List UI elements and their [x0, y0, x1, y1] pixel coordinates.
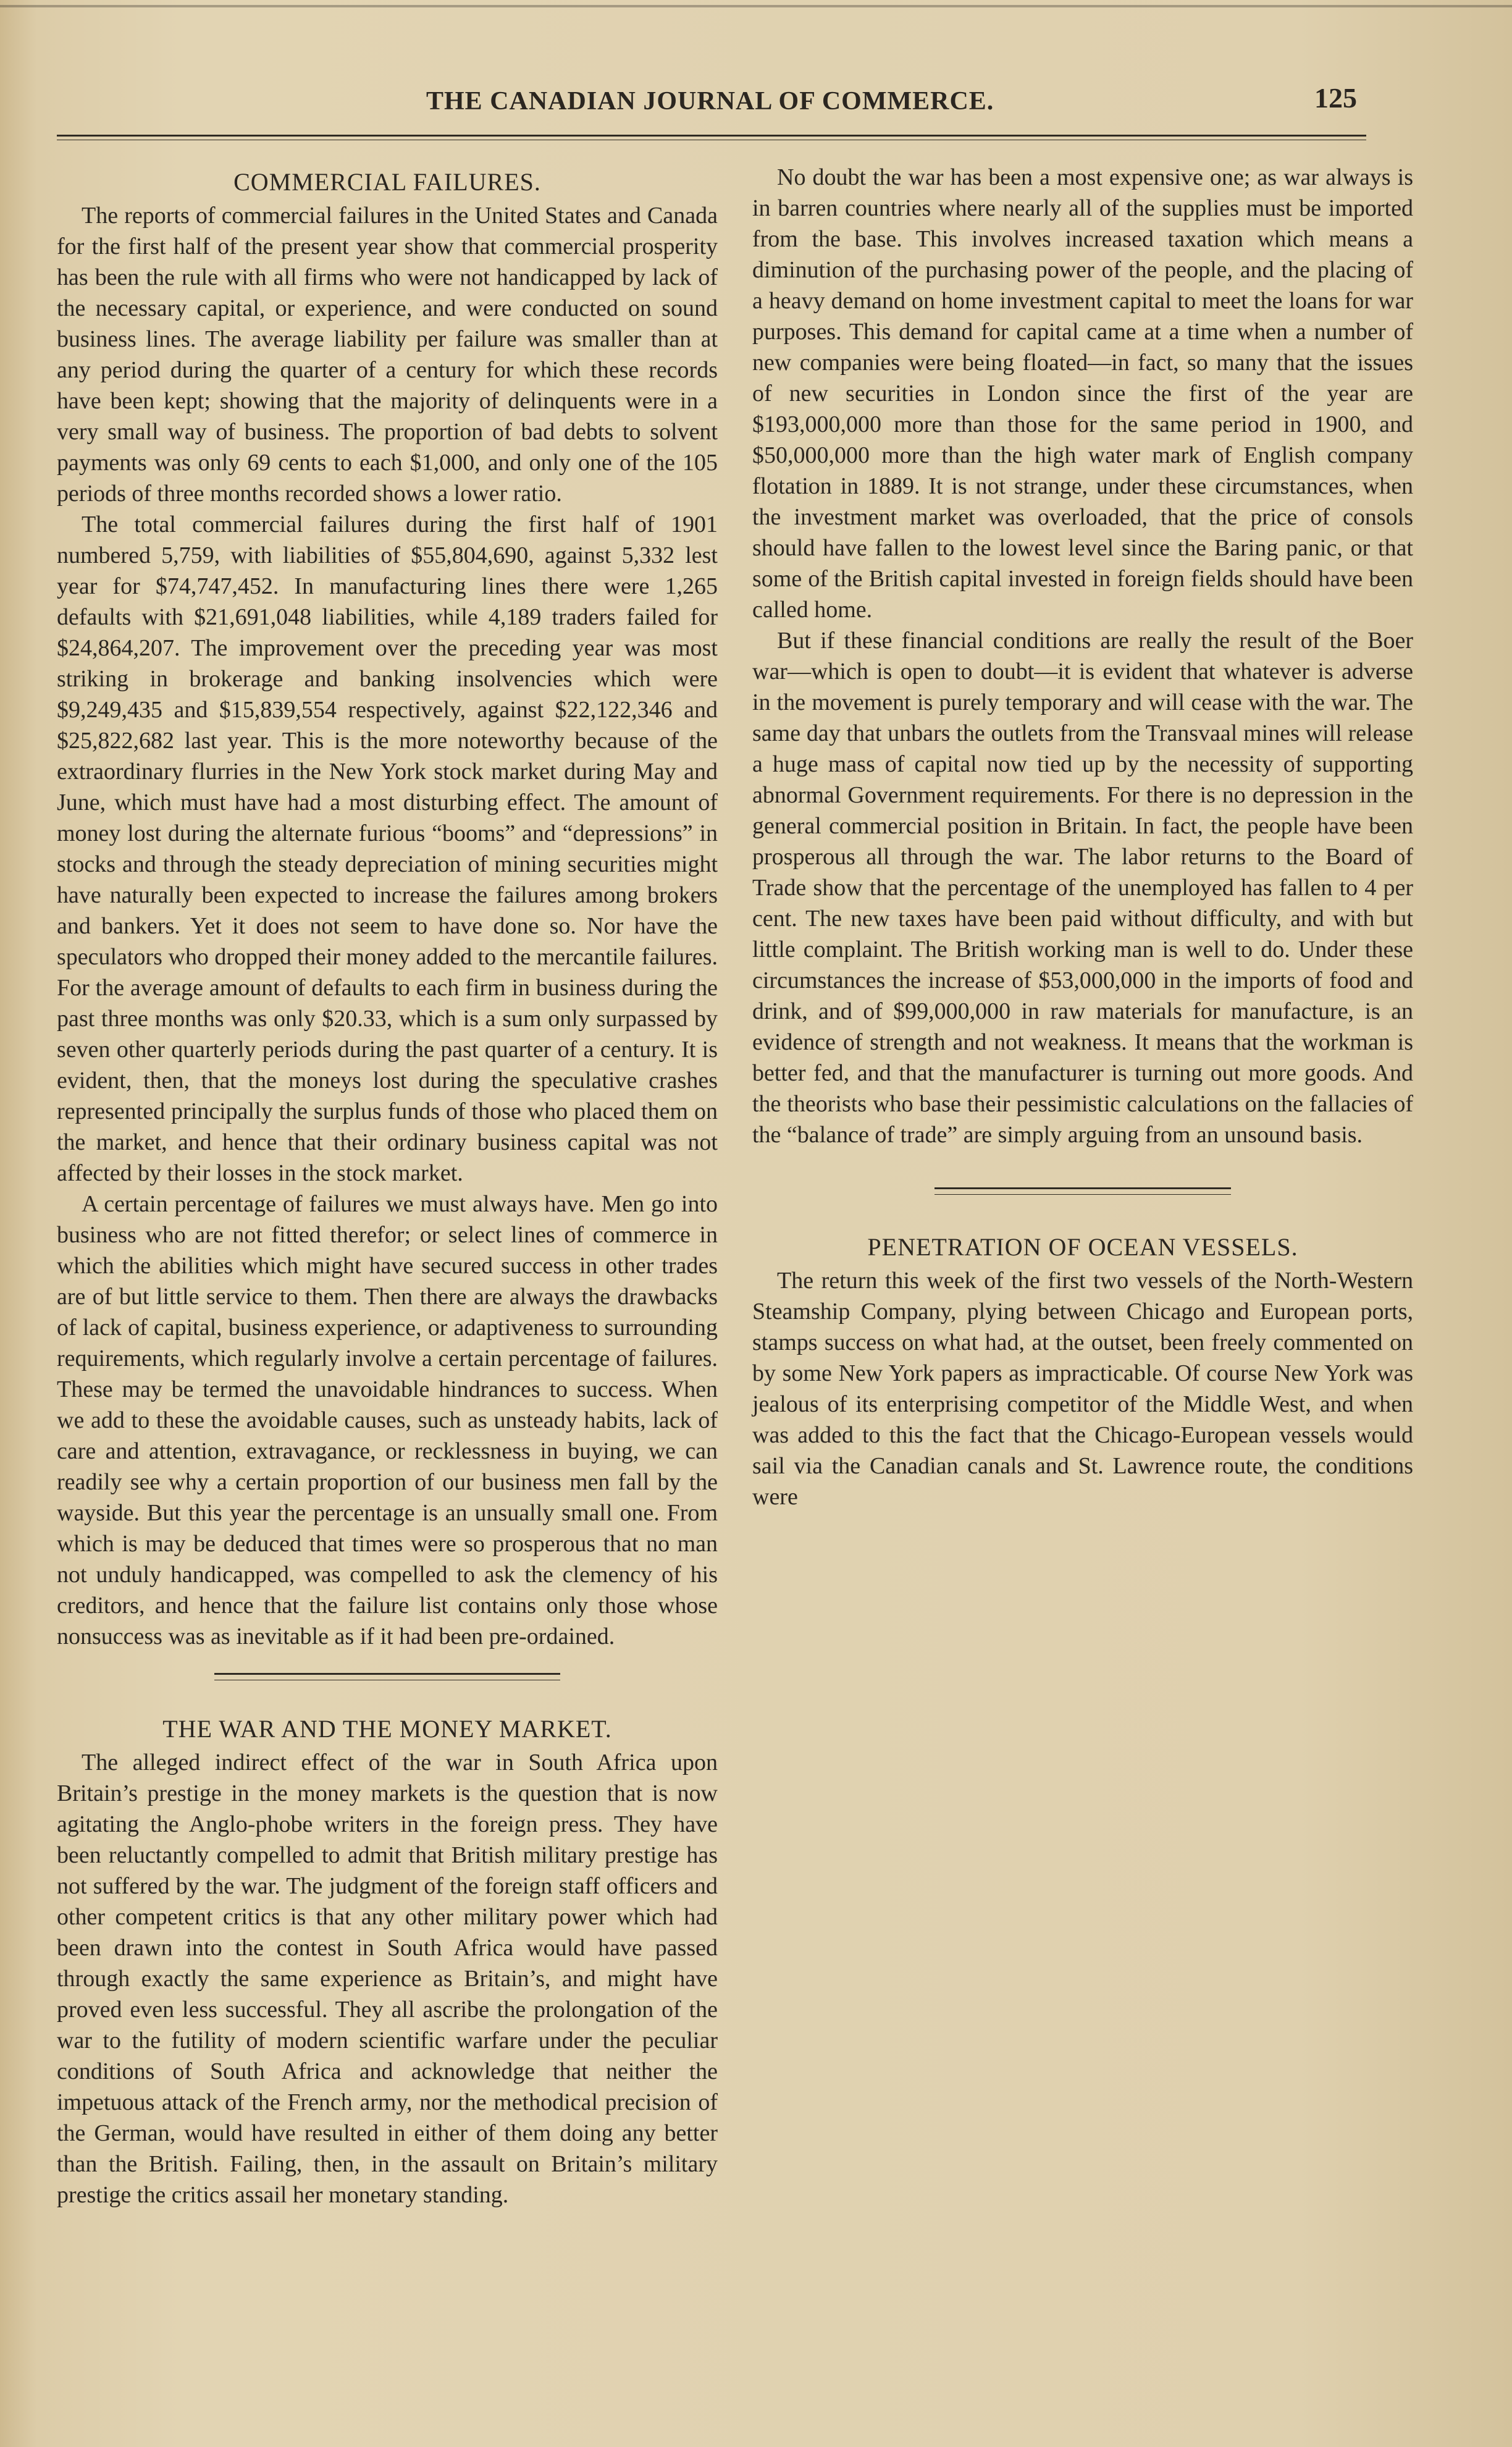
article-title-commercial-failures: COMMERCIAL FAILURES.	[233, 168, 541, 196]
article-paragraph	[57, 1747, 718, 2210]
article-paragraph: A certain percentage of failures we must always have. Men go into business who are not fitted therefor; or select lines of commerce in which the abilities which might have secured success in other trades are of but little service to them. Then there are always the drawbacks of lack of capital, business experience, or adaptiveness to surrounding requirements, which regularly involve a certain percentage of failures. These may be termed the unavoidable hindrances to success. When we add to these the avoidable causes, such as unsteady habits, lack of care and attention, extravagance, or recklessness in buying, we can readily see why a certain proportion of our business men fall by the wayside. But this year the percentage is an unsually small one. From which is may be deduced that times were so prosperous that no man not unduly handicapped, was compelled to ask the clemency of his creditors, and hence that the failure list contains only those whose nonsuccess was as inevitable as if it had been pre-ordained.	[57, 1191, 718, 1649]
article-paragraph: The return this week of the first two vessels of the North-Western Steamship Company, plying between Chicago and European ports, stamps success on what had, at the outset, been freely commented on by some New York papers as impracticable. Of course New York was jealous of its enterprising competitor of the Middle West, and when was added to this the fact that the Chicago-European vessels would sail via the Canadian canals and St. Lawrence route, the conditions were	[752, 1268, 1413, 1510]
article-paragraph-text: The alleged indirect effect of the war in South Africa upon Britain’s prestige in the money markets is the question that is now agitating the Anglo-phobe writers in the foreign press. They have been reluctantly compelled to admit that British military prestige has not suffered by the war. The judgment of the foreign staff officers and other competent critics is that any other military power which had been drawn into the contest in South Africa would have passed through exactly the same experience as Britain’s, and might have proved even less successful. They all ascribe the prolongation of the war to the futility of modern scientific warfare under the peculiar conditions of South Africa and acknowledge that neither the impetuous attack of the French army, nor the methodical precision of the German, would have resulted in either of them doing any better than the British. Failing, then, in the assault on Britain’s military prestige the critics assail her monetary standing.	[57, 1750, 718, 2208]
running-title: THE CANADIAN JOURNAL OF COMMERCE.	[426, 87, 994, 116]
article-title-war-money-market: THE WAR AND THE MONEY MARKET.	[162, 1715, 612, 1743]
header-rule	[57, 135, 1366, 137]
article-paragraph: The total commercial failures during the first half of 1901 numbered 5,759, with liabilities of $55,804,690, against 5,332 lest year for $74,747,452. In manufacturing lines there were 1,265 defaults with $21,691,048 liabilities, while 4,189 traders failed for $24,864,207. The improvement over the preceding year was most striking in brokerage and banking insolvencies which were $9,249,435 and $15,839,554 respectively, against $22,122,346 and $25,822,682 last year. This is the more noteworthy because of the extraordinary flurries in the New York stock market during May and June, which must have had a most disturbing effect. The amount of money lost during the alternate furious “booms” and “depressions” in stocks and through the steady depreciation of mining securities might have naturally been expected to increase the failures among brokers and bankers. Yet it does not seem to have done so. Nor have the speculators who dropped their money added to the mercantile failures. For the average amount of defaults to each firm in business during the past three months was only $20.33, which is a sum only surpassed by seven other quarterly periods during the past quarter of a century. It is evident, then, that the moneys lost during the speculative crashes represented principally the surplus funds of those who placed them on the market, and hence that their ordinary business capital was not affected by their losses in the stock market.	[57, 512, 718, 1186]
article-paragraph: No doubt the war has been a most expensive one; as war always is in barren countries where nearly all of the supplies must be imported from the base. This involves increased taxation which means a diminution of the purchasing power of the people, and the placing of a heavy demand on home investment capital to meet the loans for war purposes. This demand for capital came at a time when a number of new companies were being floated—in fact, so many that the issues of new securities in London since the first of the year are $193,000,000 more than those for the same period in 1900, and $50,000,000 more than the high water mark of English company flotation in 1889. It is not strange, under these circumstances, when the investment market was overloaded, that the price of consols should have fallen to the lowest level since the Baring panic, or that some of the British capital invested in foreign fields should have been called home.	[752, 164, 1413, 623]
left-column	[57, 162, 718, 2210]
page-number: 125	[1314, 82, 1357, 114]
right-column	[752, 162, 1413, 1512]
article-title-ocean-vessels: PENETRATION OF OCEAN VESSELS.	[867, 1233, 1298, 1261]
article-separator	[934, 1187, 1231, 1195]
top-edge-rule	[0, 5, 1512, 7]
article-paragraph: The reports of commercial failures in the United States and Canada for the first half of the present year show that commercial prosperity has been the rule with all firms who were not handicapped by lack of the necessary capital, or experience, and were conducted on sound business lines. The average liability per failure was smaller than at any period during the quarter of a century for which these records have been kept; showing that the majority of delinquents were in a very small way of business. The proportion of bad debts to solvent payments was only 69 cents to each $1,000, and only one of the 105 periods of three months recorded shows a lower ratio.	[57, 203, 718, 507]
article-paragraph: But if these financial conditions are really the result of the Boer war—which is open to doubt—it is evident that whatever is adverse in the movement is purely temporary and will cease with the war. The same day that unbars the outlets from the Transvaal mines will release a huge mass of capital now tied up by the necessity of supporting abnormal Government requirements. For there is no depression in the general commercial position in Britain. In fact, the people have been prosperous all through the war. The labor returns to the Board of Trade show that the percentage of the unemployed has fallen to 4 per cent. The new taxes have been paid without difficulty, and with but little complaint. The British working man is well to do. Under these circumstances the increase of $53,000,000 in the imports of food and drink, and of $99,000,000 in raw materials for manufacture, is an evidence of strength and not weakness. It means that the workman is better fed, and that the manufacturer is turning out more goods. And the theorists who base their pessimistic calculations on the fallacies of the “balance of trade” are simply arguing from an unsound basis.	[752, 628, 1413, 1148]
page-header	[0, 82, 1512, 124]
article-separator	[214, 1673, 560, 1680]
